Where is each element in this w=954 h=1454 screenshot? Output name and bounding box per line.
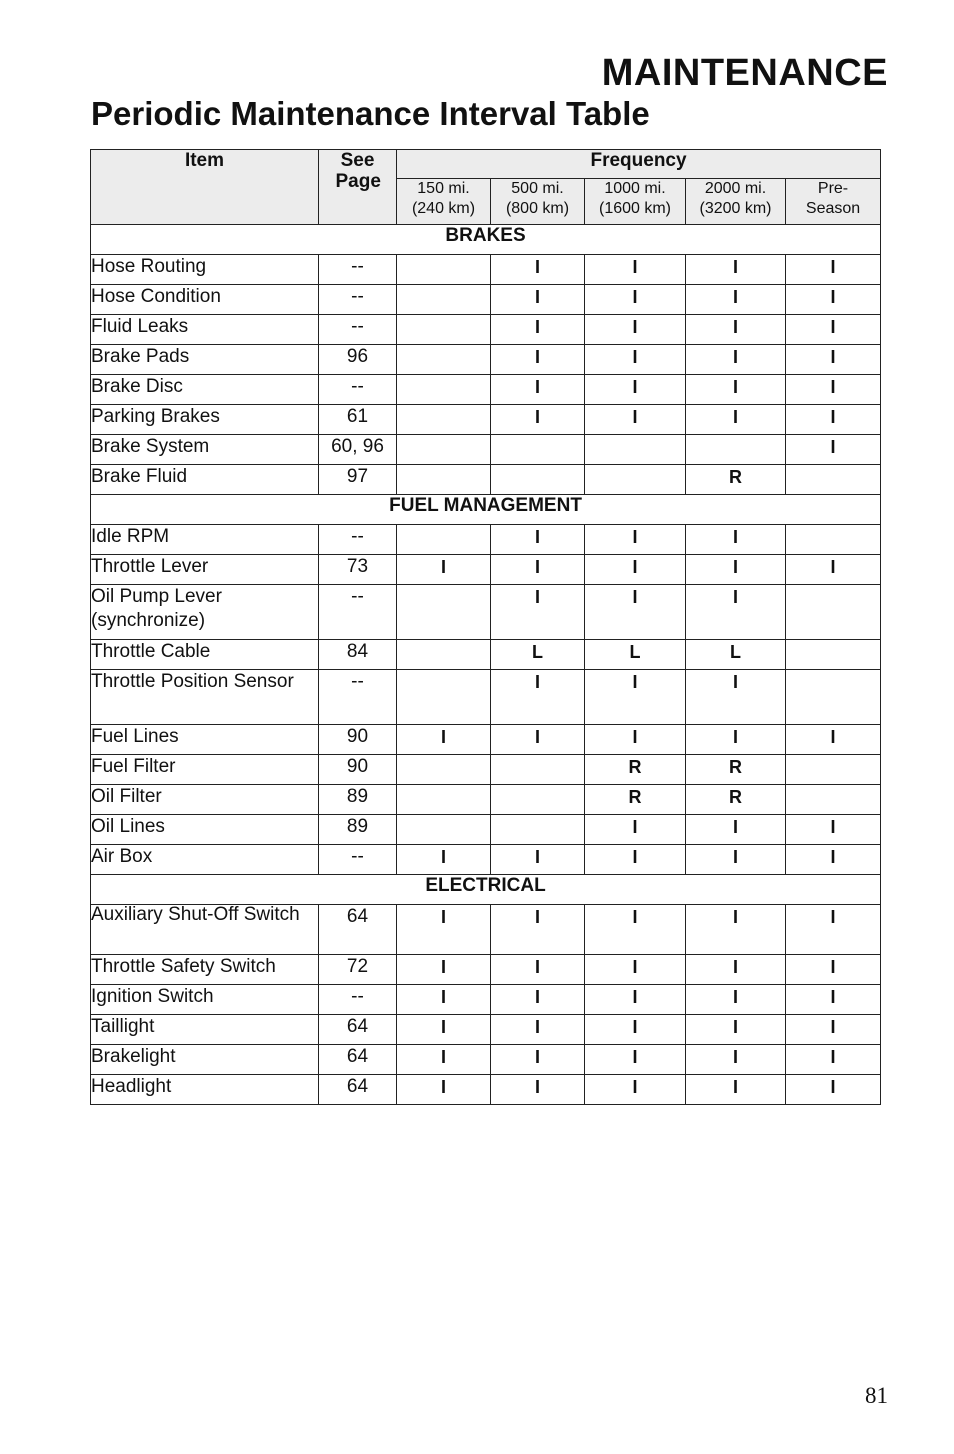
interval-mark-cell — [585, 465, 686, 495]
interval-mark-cell: I — [786, 555, 881, 585]
interval-mark-cell: I — [491, 1045, 585, 1075]
interval-mark-cell — [686, 435, 786, 465]
interval-mark-cell — [397, 465, 491, 495]
interval-mark-cell: I — [786, 815, 881, 845]
interval-mark-cell — [786, 785, 881, 815]
interval-mark-cell: I — [786, 315, 881, 345]
interval-header — [585, 179, 686, 225]
interval-mark-cell: I — [686, 315, 786, 345]
interval-mark-cell: R — [686, 755, 786, 785]
interval-mark-cell — [397, 315, 491, 345]
interval-mark-cell: I — [786, 1045, 881, 1075]
interval-mark-cell: I — [397, 955, 491, 985]
interval-mark-cell: I — [686, 725, 786, 755]
interval-header-line1: 500 mi. — [511, 180, 564, 197]
table-row — [91, 905, 881, 955]
interval-mark-cell: I — [686, 405, 786, 435]
interval-mark-cell: I — [686, 1075, 786, 1105]
table-row — [91, 315, 881, 345]
interval-mark-cell — [397, 375, 491, 405]
group-heading: BRAKES — [91, 225, 881, 255]
interval-mark-cell: I — [491, 345, 585, 375]
interval-mark-cell: I — [786, 905, 881, 955]
see-page-cell: 64 — [319, 1045, 397, 1075]
table-row — [91, 640, 881, 670]
interval-mark-cell: I — [491, 255, 585, 285]
interval-mark-cell: I — [397, 555, 491, 585]
item-cell: Headlight — [91, 1075, 319, 1105]
table-row — [91, 435, 881, 465]
interval-mark-cell: I — [786, 955, 881, 985]
column-header-item: Item — [91, 150, 319, 225]
table-row — [91, 815, 881, 845]
see-page-cell: -- — [319, 985, 397, 1015]
interval-mark-cell — [491, 785, 585, 815]
see-page-cell: -- — [319, 585, 397, 640]
interval-mark-cell — [491, 435, 585, 465]
table-row — [91, 465, 881, 495]
interval-mark-cell: I — [585, 815, 686, 845]
item-cell: Hose Condition — [91, 285, 319, 315]
interval-mark-cell: I — [786, 985, 881, 1015]
interval-mark-cell: I — [686, 345, 786, 375]
interval-header — [397, 179, 491, 225]
interval-header-line2: Season — [805, 200, 861, 217]
interval-mark-cell: I — [686, 1045, 786, 1075]
table-row — [91, 845, 881, 875]
table-row — [91, 375, 881, 405]
interval-mark-cell: I — [491, 1075, 585, 1105]
interval-mark-cell: I — [585, 525, 686, 555]
interval-header-line1: Pre- — [817, 180, 849, 197]
see-page-cell: 84 — [319, 640, 397, 670]
table-row — [91, 955, 881, 985]
see-page-cell: 89 — [319, 815, 397, 845]
interval-header — [686, 179, 786, 225]
interval-mark-cell: L — [686, 640, 786, 670]
interval-header-line1: 150 mi. — [417, 180, 470, 197]
interval-mark-cell: I — [585, 985, 686, 1015]
interval-mark-cell — [397, 815, 491, 845]
interval-mark-cell — [786, 465, 881, 495]
see-page-cell: -- — [319, 670, 397, 725]
interval-mark-cell: L — [585, 640, 686, 670]
see-page-cell: -- — [319, 315, 397, 345]
interval-mark-cell: I — [585, 555, 686, 585]
item-cell: Throttle Position Sensor — [91, 670, 319, 725]
see-page-cell: 73 — [319, 555, 397, 585]
interval-header-line2: (1600 km) — [598, 200, 672, 217]
interval-mark-cell: I — [686, 985, 786, 1015]
item-cell: Fuel Filter — [91, 755, 319, 785]
item-cell: Brake System — [91, 435, 319, 465]
interval-mark-cell: I — [397, 1075, 491, 1105]
interval-mark-cell — [786, 670, 881, 725]
see-page-cell: 64 — [319, 1015, 397, 1045]
table-row — [91, 1015, 881, 1045]
see-page-cell: -- — [319, 285, 397, 315]
item-cell: Fuel Lines — [91, 725, 319, 755]
see-page-cell: 61 — [319, 405, 397, 435]
see-page-cell: 64 — [319, 905, 397, 955]
interval-mark-cell: I — [686, 525, 786, 555]
item-cell: Throttle Lever — [91, 555, 319, 585]
interval-mark-cell: I — [491, 555, 585, 585]
group-row — [91, 875, 881, 905]
see-page-cell: -- — [319, 845, 397, 875]
interval-mark-cell: I — [686, 555, 786, 585]
column-header-see-page-label: See Page — [335, 150, 381, 192]
interval-mark-cell: I — [585, 1075, 686, 1105]
table-row — [91, 1045, 881, 1075]
interval-mark-cell: I — [786, 725, 881, 755]
table-row — [91, 345, 881, 375]
interval-mark-cell: I — [585, 375, 686, 405]
interval-mark-cell: I — [491, 525, 585, 555]
interval-mark-cell: I — [585, 345, 686, 375]
interval-mark-cell: I — [491, 585, 585, 640]
interval-mark-cell — [397, 585, 491, 640]
interval-mark-cell — [491, 815, 585, 845]
interval-mark-cell — [397, 255, 491, 285]
interval-mark-cell: I — [585, 255, 686, 285]
interval-mark-cell: I — [491, 315, 585, 345]
item-cell: Brakelight — [91, 1045, 319, 1075]
interval-mark-cell: I — [686, 905, 786, 955]
interval-mark-cell: I — [686, 585, 786, 640]
group-heading: FUEL MANAGEMENT — [91, 495, 881, 525]
interval-mark-cell — [786, 755, 881, 785]
interval-mark-cell: I — [491, 955, 585, 985]
interval-mark-cell: I — [491, 985, 585, 1015]
interval-mark-cell: I — [686, 375, 786, 405]
interval-mark-cell — [397, 670, 491, 725]
interval-header-line1: 1000 mi. — [604, 180, 666, 197]
table-row — [91, 525, 881, 555]
interval-header — [786, 179, 881, 225]
table-row — [91, 285, 881, 315]
interval-mark-cell: I — [585, 670, 686, 725]
interval-mark-cell: I — [786, 285, 881, 315]
interval-mark-cell: I — [491, 725, 585, 755]
interval-mark-cell: I — [585, 845, 686, 875]
item-cell: Throttle Safety Switch — [91, 955, 319, 985]
interval-mark-cell: I — [491, 1015, 585, 1045]
item-cell: Ignition Switch — [91, 985, 319, 1015]
interval-mark-cell: I — [491, 375, 585, 405]
see-page-cell: 64 — [319, 1075, 397, 1105]
interval-header-line2: (3200 km) — [699, 200, 772, 217]
interval-mark-cell — [397, 640, 491, 670]
table-row — [91, 755, 881, 785]
interval-mark-cell: I — [686, 285, 786, 315]
interval-mark-cell: I — [585, 725, 686, 755]
table-row — [91, 1075, 881, 1105]
table-body — [91, 225, 881, 1105]
interval-mark-cell — [397, 755, 491, 785]
interval-header — [491, 179, 585, 225]
interval-header-line1: 2000 mi. — [704, 180, 767, 197]
interval-mark-cell: I — [491, 905, 585, 955]
interval-mark-cell: I — [397, 725, 491, 755]
interval-mark-cell — [786, 640, 881, 670]
see-page-cell: 96 — [319, 345, 397, 375]
table-row — [91, 585, 881, 640]
table-row — [91, 670, 881, 725]
table-row — [91, 725, 881, 755]
table-row — [91, 405, 881, 435]
item-cell: Oil Pump Lever (synchronize) — [91, 585, 319, 640]
interval-mark-cell: I — [786, 435, 881, 465]
see-page-cell: -- — [319, 255, 397, 285]
interval-mark-cell — [397, 525, 491, 555]
interval-mark-cell: R — [686, 465, 786, 495]
interval-mark-cell: I — [491, 285, 585, 315]
interval-mark-cell: I — [491, 845, 585, 875]
interval-mark-cell — [786, 585, 881, 640]
interval-mark-cell: I — [686, 955, 786, 985]
item-cell: Throttle Cable — [91, 640, 319, 670]
item-cell: Auxiliary Shut-Off Switch — [91, 905, 319, 955]
interval-mark-cell: I — [397, 905, 491, 955]
interval-mark-cell: I — [686, 845, 786, 875]
interval-mark-cell: R — [686, 785, 786, 815]
item-cell: Oil Lines — [91, 815, 319, 845]
interval-mark-cell: I — [786, 845, 881, 875]
column-header-frequency: Frequency — [397, 150, 881, 179]
interval-mark-cell: I — [397, 1045, 491, 1075]
see-page-cell: 72 — [319, 955, 397, 985]
item-cell: Parking Brakes — [91, 405, 319, 435]
interval-mark-cell — [397, 785, 491, 815]
interval-mark-cell — [397, 345, 491, 375]
interval-mark-cell — [786, 525, 881, 555]
group-heading: ELECTRICAL — [91, 875, 881, 905]
interval-mark-cell: I — [686, 815, 786, 845]
interval-mark-cell: I — [585, 955, 686, 985]
item-cell: Brake Pads — [91, 345, 319, 375]
item-cell: Air Box — [91, 845, 319, 875]
group-row — [91, 225, 881, 255]
interval-mark-cell: I — [786, 375, 881, 405]
interval-mark-cell — [397, 285, 491, 315]
interval-mark-cell: I — [585, 905, 686, 955]
interval-mark-cell: I — [786, 1015, 881, 1045]
interval-mark-cell: I — [786, 1075, 881, 1105]
page-number: 81 — [865, 1383, 888, 1408]
interval-mark-cell: L — [491, 640, 585, 670]
interval-mark-cell: I — [585, 285, 686, 315]
interval-mark-cell: I — [397, 845, 491, 875]
item-cell: Hose Routing — [91, 255, 319, 285]
see-page-cell: 89 — [319, 785, 397, 815]
interval-mark-cell: I — [686, 255, 786, 285]
interval-mark-cell: R — [585, 785, 686, 815]
interval-mark-cell — [397, 405, 491, 435]
interval-mark-cell: I — [585, 585, 686, 640]
interval-mark-cell: I — [397, 1015, 491, 1045]
item-cell: Idle RPM — [91, 525, 319, 555]
interval-mark-cell: I — [786, 345, 881, 375]
item-cell: Brake Fluid — [91, 465, 319, 495]
interval-mark-cell — [585, 435, 686, 465]
item-cell: Fluid Leaks — [91, 315, 319, 345]
interval-mark-cell: I — [786, 405, 881, 435]
interval-header-line2: (800 km) — [505, 200, 570, 217]
table-row — [91, 785, 881, 815]
interval-mark-cell: I — [585, 405, 686, 435]
table-row — [91, 555, 881, 585]
interval-mark-cell — [491, 465, 585, 495]
see-page-cell: 90 — [319, 755, 397, 785]
interval-mark-cell: I — [491, 670, 585, 725]
interval-mark-cell — [491, 755, 585, 785]
interval-mark-cell: I — [585, 315, 686, 345]
maintenance-interval-table — [90, 149, 881, 1105]
section-title: MAINTENANCE — [601, 52, 888, 94]
interval-mark-cell: I — [491, 405, 585, 435]
page-title: Periodic Maintenance Interval Table — [91, 95, 650, 132]
item-cell: Brake Disc — [91, 375, 319, 405]
see-page-cell: 60, 96 — [319, 435, 397, 465]
interval-mark-cell — [397, 435, 491, 465]
interval-mark-cell: I — [786, 255, 881, 285]
table-row — [91, 985, 881, 1015]
item-cell: Oil Filter — [91, 785, 319, 815]
interval-mark-cell: I — [585, 1045, 686, 1075]
see-page-cell: -- — [319, 525, 397, 555]
column-header-see-page — [319, 150, 397, 225]
group-row — [91, 495, 881, 525]
interval-mark-cell: I — [585, 1015, 686, 1045]
item-cell: Taillight — [91, 1015, 319, 1045]
see-page-cell: 97 — [319, 465, 397, 495]
table-row — [91, 255, 881, 285]
see-page-cell: 90 — [319, 725, 397, 755]
interval-mark-cell: I — [686, 670, 786, 725]
interval-header-line2: (240 km) — [411, 200, 476, 217]
interval-mark-cell: R — [585, 755, 686, 785]
interval-mark-cell: I — [686, 1015, 786, 1045]
interval-mark-cell: I — [397, 985, 491, 1015]
see-page-cell: -- — [319, 375, 397, 405]
